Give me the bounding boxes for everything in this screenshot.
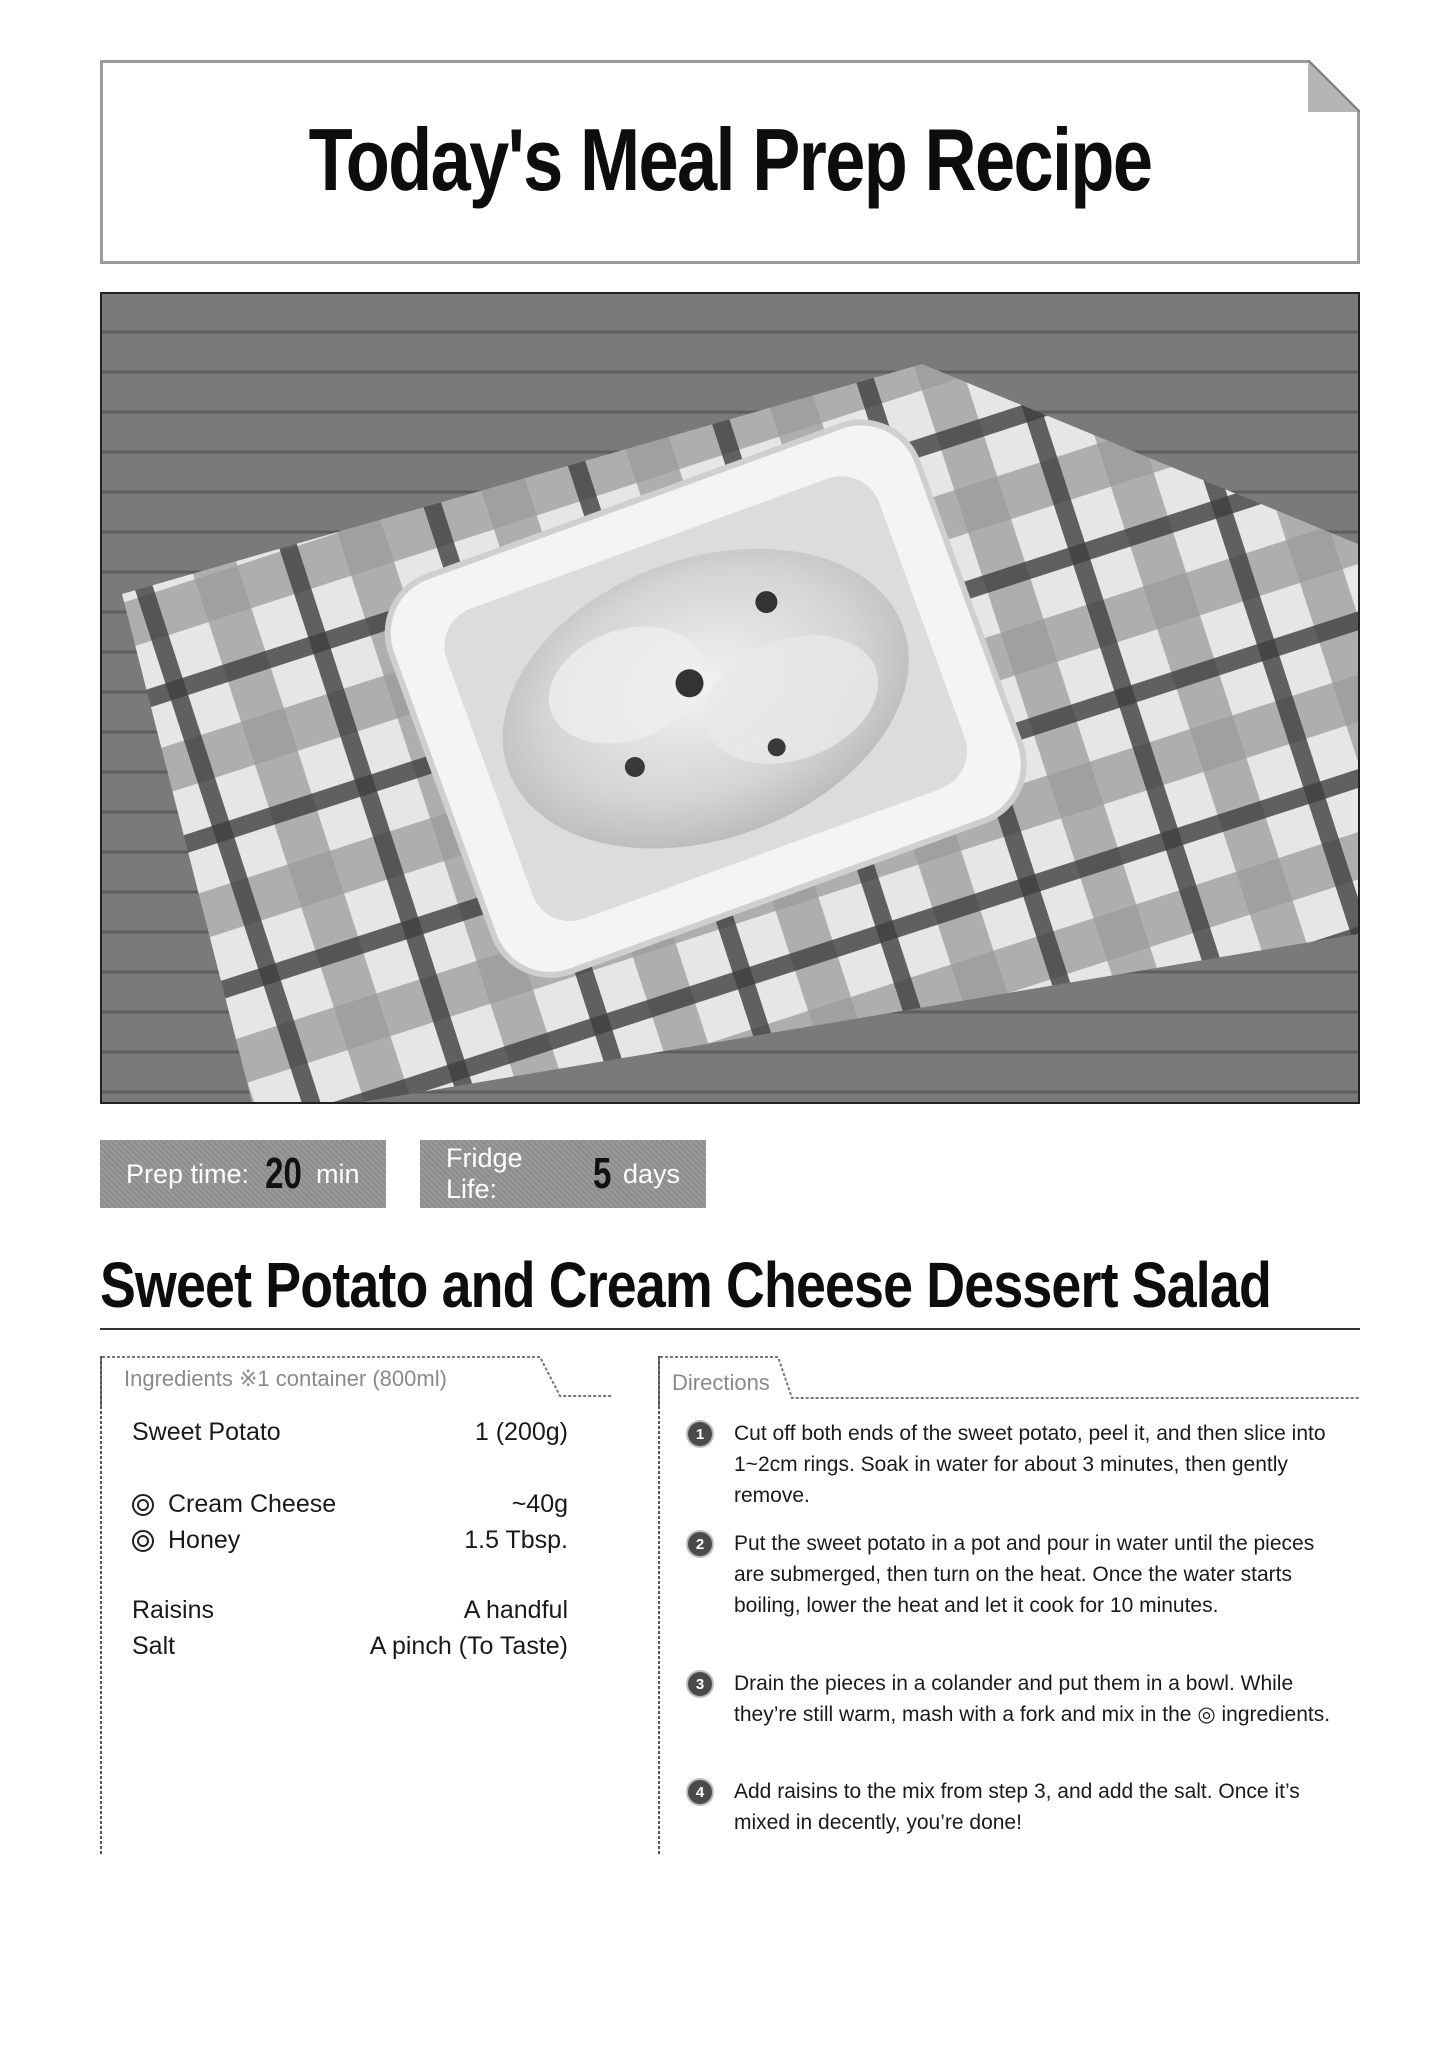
step-text: Drain the pieces in a colander and put them in a bowl. While they’re still warm, mash with a fork and mix in the ◎ ingredients.: [734, 1672, 1331, 1726]
double-circle-icon: [132, 1530, 154, 1552]
ingredient-name: Raisins: [132, 1596, 214, 1624]
ingredient-row: [132, 1526, 568, 1555]
ingredient-amount: ~40g: [511, 1490, 568, 1518]
ingredient-name: Sweet Potato: [132, 1418, 281, 1446]
prep-time-label: Prep time:: [126, 1158, 250, 1189]
ingredient-name: Salt: [132, 1632, 176, 1660]
direction-step: [688, 1668, 1348, 1730]
step-text: Put the sweet potato in a pot and pour in water until the pieces are submerged, then turn on the heat. Once the water starts boiling, lower the heat and let it cook for 10 minutes.: [734, 1532, 1315, 1617]
directions-panel: [658, 1356, 1360, 1856]
ingredients-panel-border: [100, 1356, 102, 1856]
direction-step: [688, 1776, 1348, 1838]
prep-time-unit: min: [316, 1158, 360, 1189]
ingredient-row: [132, 1418, 568, 1447]
ingredient-name: Honey: [168, 1526, 241, 1554]
step-number-badge: 1: [688, 1422, 712, 1446]
fridge-life-value: 5: [593, 1149, 612, 1198]
ingredient-row: [132, 1632, 568, 1661]
prep-time-badge: [100, 1140, 386, 1208]
directions-header: Directions: [672, 1370, 770, 1395]
ingredient-amount: A handful: [463, 1596, 568, 1624]
sweet-potato-salad-photo: [102, 294, 1358, 1102]
ingredient-amount: 1.5 Tbsp.: [464, 1526, 568, 1554]
ingredients-header: Ingredients ※1 container (800ml): [124, 1366, 447, 1391]
direction-step: [688, 1528, 1348, 1621]
ingredient-row: [132, 1596, 568, 1625]
direction-step: [688, 1418, 1348, 1511]
ingredient-amount: 1 (200g): [474, 1418, 568, 1446]
step-number-badge: 2: [688, 1532, 712, 1556]
ingredient-amount: A pinch (To Taste): [369, 1632, 568, 1660]
step-text: Cut off both ends of the sweet potato, peel it, and then slice into 1~2cm rings. Soak in water for about 3 minutes, then gently remove.: [734, 1422, 1326, 1507]
title-divider: [100, 1328, 1360, 1330]
ingredient-row: [132, 1490, 568, 1519]
page-title: Today's Meal Prep Recipe: [308, 110, 1152, 209]
title-box: [100, 60, 1360, 264]
step-number-badge: 3: [688, 1672, 712, 1696]
recipe-title: Sweet Potato and Cream Cheese Dessert Salad: [100, 1249, 1271, 1321]
ingredient-name: Cream Cheese: [168, 1490, 337, 1518]
recipe-photo: [100, 292, 1360, 1104]
fridge-life-unit: days: [622, 1158, 680, 1189]
double-circle-icon: [132, 1494, 154, 1516]
directions-panel-border: [658, 1356, 660, 1856]
ingredients-panel: [100, 1356, 612, 1856]
page-fold-corner: [1308, 60, 1360, 112]
step-number-badge: 4: [688, 1780, 712, 1804]
prep-time-value: 20: [265, 1149, 302, 1198]
step-text: Add raisins to the mix from step 3, and add the salt. Once it’s mixed in decently, you’re done!: [734, 1780, 1300, 1834]
fridge-life-label: Fridge Life:: [446, 1143, 523, 1204]
fridge-life-badge: [420, 1140, 706, 1208]
